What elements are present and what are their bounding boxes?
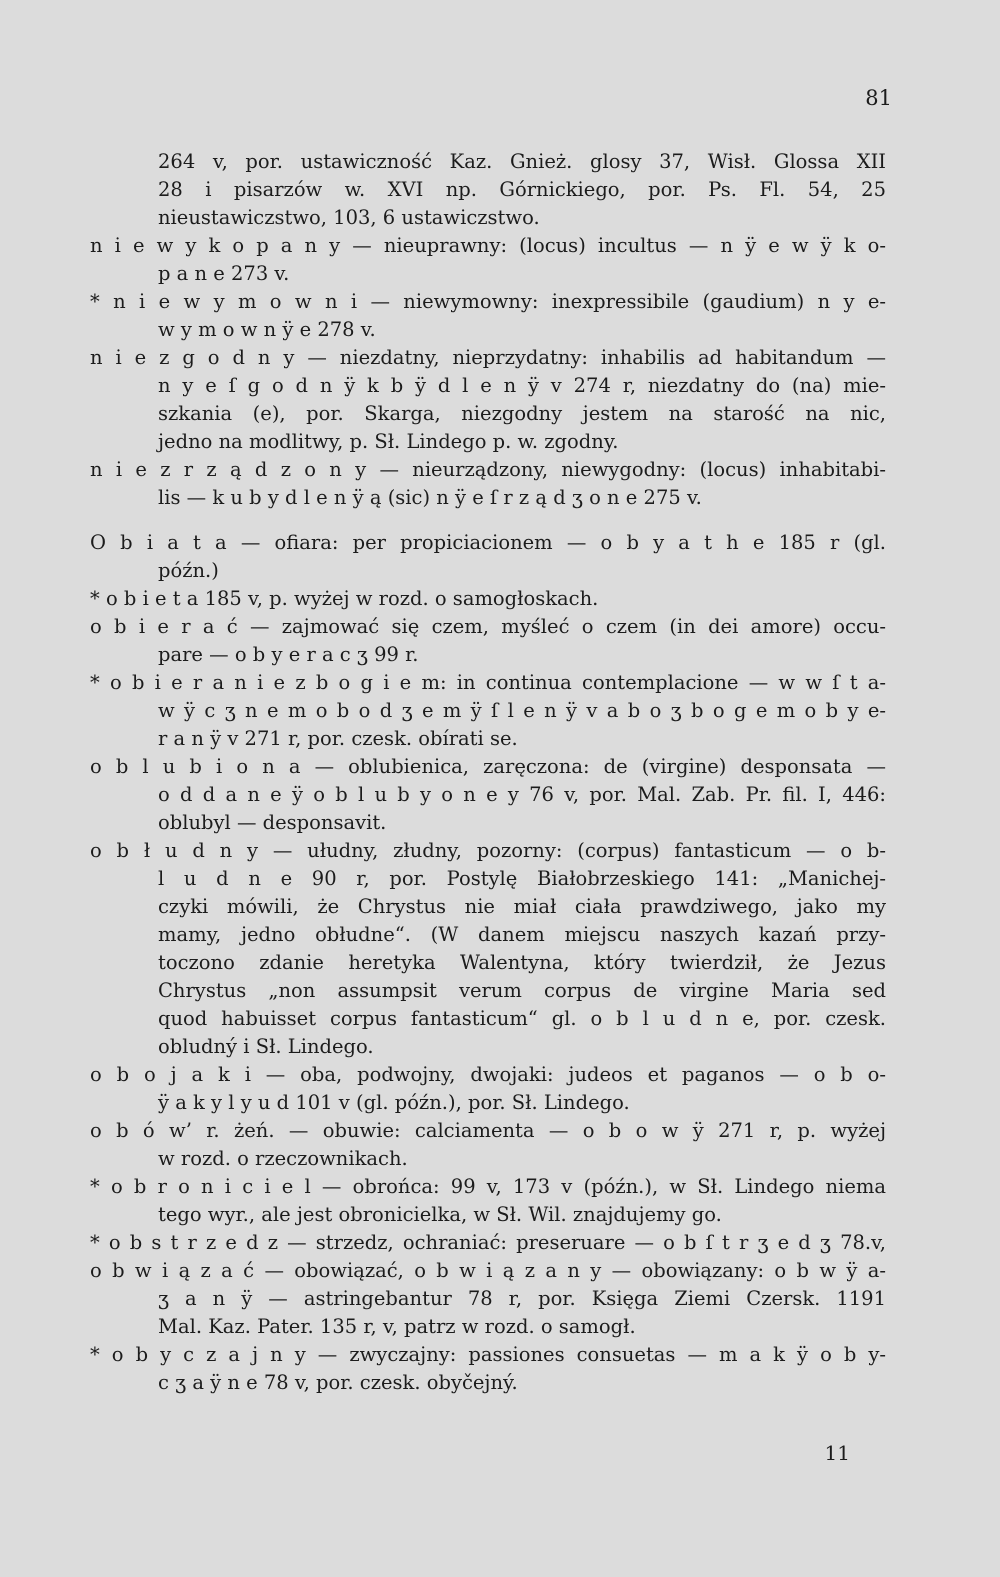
entry-continuation-line: mamy, jedno obłudne“. (W danem miejscu naszych kazań przy- [158,923,886,946]
entry-continuation-line: w y m o w n ÿ e 278 v. [158,318,376,341]
entry-line: * o b y c z a j n y — zwyczajny: passiones consuetas — m a k ÿ o b y- [90,1343,886,1366]
entry-continuation-line: Chrystus „non assumpsit verum corpus de virgine Maria sed [158,979,886,1002]
entry-continuation-line: ʒ a n ÿ — astringebantur 78 r, por. Księga Ziemi Czersk. 1191 [158,1287,886,1310]
entry-continuation-line: r a n ÿ v 271 r, por. czesk. obírati se. [158,727,518,750]
entry-line: n i e w y k o p a n y — nieuprawny: (locus) incultus — n ÿ e w ÿ k o- [90,234,886,257]
entry-continuation-line: oblubyl — desponsavit. [158,811,387,834]
entry-continuation-line: o d d a n e ÿ o b l u b y o n e y 76 v, por. Mal. Zab. Pr. fil. I, 446: [158,783,886,806]
entry-continuation-line: jedno na modlitwy, p. Sł. Lindego p. w. zgodny. [158,430,619,453]
entry-continuation-line: Mal. Kaz. Pater. 135 r, v, patrz w rozd. o samogł. [158,1315,636,1338]
entry-continuation-line: lis — k u b y d l e n ÿ ą (sic) n ÿ e ſ r z ą d ʒ o n e 275 v. [158,486,702,509]
entry-continuation-line: toczono zdanie heretyka Walentyna, który twierdził, że Jezus [158,951,886,974]
entry-line: O b i a t a — ofiara: per propiciacionem — o b y a t h e 185 r (gl. [90,531,886,554]
entry-continuation-line: c ʒ a ÿ n e 78 v, por. czesk. obyčejný. [158,1371,518,1394]
entry-continuation-line: czyki mówili, że Chrystus nie miał ciała prawdziwego, jako my [158,895,886,918]
entry-continuation-line: l u d n e 90 r, por. Postylę Białobrzeskiego 141: „Manichej- [158,867,886,890]
signature-mark: 11 [824,1441,850,1465]
page-number: 81 [865,86,892,110]
entry-continuation-line: p a n e 273 v. [158,262,290,285]
entry-continuation-line: 28 i pisarzów w. XVI np. Górnickiego, por. Ps. Fl. 54, 25 [158,178,886,201]
dictionary-text [90,148,886,1397]
entry-continuation-line: 264 v, por. ustawiczność Kaz. Gnież. glosy 37, Wisł. Glossa XII [158,150,886,173]
entry-line: o b w i ą z a ć — obowiązać, o b w i ą z a n y — obowiązany: o b w ÿ a- [90,1259,886,1282]
entry-line: * o b i e t a 185 v, p. wyżej w rozd. o samogłoskach. [90,587,599,610]
entry-continuation-line: nieustawiczstwo, 103, 6 ustawiczstwo. [158,206,540,229]
entry-continuation-line: w rozd. o rzeczownikach. [158,1147,408,1170]
entry-continuation-line: ÿ a k y l y u d 101 v (gl. późn.), por. Sł. Lindego. [158,1091,630,1114]
entry-line: n i e z r z ą d z o n y — nieurządzony, niewygodny: (locus) inhabitabi- [90,458,886,481]
entry-continuation-line: późn.) [158,559,219,582]
entry-line: o b o j a k i — oba, podwojny, dwojaki: judeos et paganos — o b o- [90,1063,886,1086]
entry-line: n i e z g o d n y — niezdatny, nieprzydatny: inhabilis ad habitandum — [90,346,886,369]
entry-continuation-line: obludný i Sł. Lindego. [158,1035,374,1058]
entry-line: * n i e w y m o w n i — niewymowny: inexpressibile (gaudium) n y e- [90,290,886,313]
entry-continuation-line: tego wyr., ale jest obronicielka, w Sł. Wil. znajdujemy go. [158,1203,722,1226]
entry-line: o b ó w’ r. żeń. — obuwie: calciamenta — o b o w ÿ 271 r, p. wyżej [90,1119,886,1142]
entry-continuation-line: pare — o b y e r a c ʒ 99 r. [158,643,419,666]
entry-line: o b ł u d n y — ułudny, złudny, pozorny: (corpus) fantasticum — o b- [90,839,886,862]
entry-line: * o b s t r z e d z — strzedz, ochraniać: preseruare — o b ſ t r ʒ e d ʒ 78.v, [90,1231,886,1254]
entry-line: o b l u b i o n a — oblubienica, zaręczona: de (virgine) desponsata — [90,755,886,778]
entry-line: * o b i e r a n i e z b o g i e m: in continua contemplacione — w w ſ t a- [90,671,886,694]
entry-continuation-line: quod habuisset corpus fantasticum“ gl. o b l u d n e, por. czesk. [158,1007,886,1030]
entry-continuation-line: n y e ſ g o d n ÿ k b ÿ d l e n ÿ v 274 r, niezdatny do (na) mie- [158,374,886,397]
entry-continuation-line: w ÿ c ʒ n e m o b o d ʒ e m ÿ ſ l e n ÿ v a b o ʒ b o g e m o b y e- [158,699,886,722]
entry-line: * o b r o n i c i e l — obrońca: 99 v, 173 v (późn.), w Sł. Lindego niema [90,1175,886,1198]
entry-continuation-line: szkania (e), por. Skarga, niezgodny jestem na starość na nic, [158,402,886,425]
entry-line: o b i e r a ć — zajmować się czem, myśleć o czem (in dei amore) occu- [90,615,886,638]
